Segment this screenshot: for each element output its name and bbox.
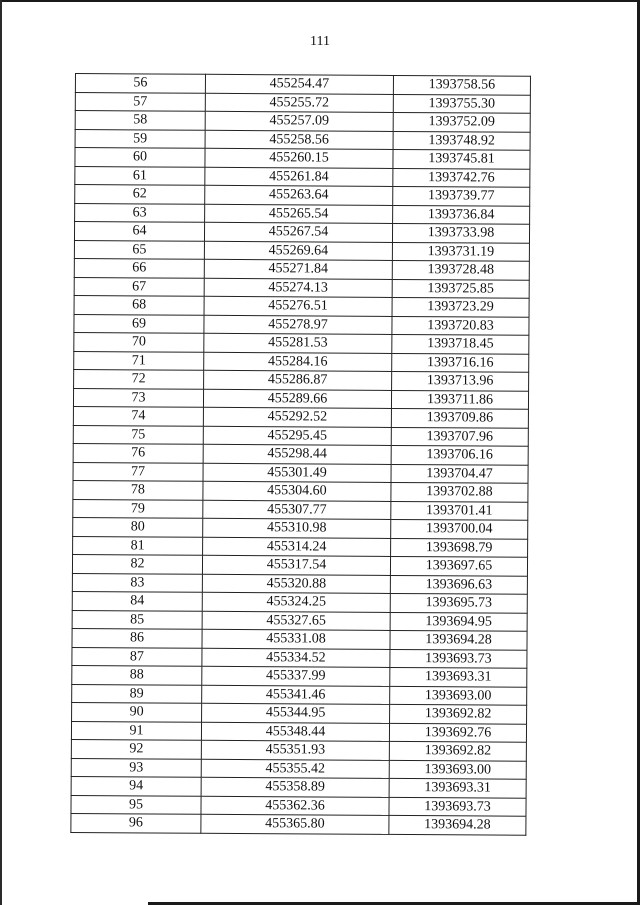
table-row [75, 148, 530, 169]
table-row [72, 591, 527, 612]
x-coordinate-cell: 455358.89 [201, 777, 389, 797]
x-coordinate-cell: 455344.95 [202, 703, 390, 723]
table-row [73, 425, 528, 446]
x-coordinate-cell: 455317.54 [202, 555, 390, 575]
table-row [72, 647, 527, 668]
y-coordinate-cell: 1393692.76 [389, 723, 526, 742]
x-coordinate-cell: 455310.98 [203, 518, 391, 538]
table-row [72, 684, 527, 705]
table-row [75, 111, 530, 132]
point-number-cell: 86 [72, 628, 202, 647]
y-coordinate-cell: 1393704.47 [391, 464, 528, 483]
y-coordinate-cell: 1393731.19 [392, 242, 529, 261]
point-number-cell: 64 [74, 222, 204, 241]
point-number-cell: 61 [75, 166, 205, 185]
table-row [71, 813, 526, 834]
x-coordinate-cell: 455304.60 [203, 481, 391, 501]
point-number-cell: 65 [74, 240, 204, 259]
x-coordinate-cell: 455348.44 [201, 722, 389, 742]
table-row [74, 332, 529, 353]
point-number-cell: 56 [75, 74, 205, 93]
point-number-cell: 93 [71, 758, 201, 777]
y-coordinate-cell: 1393716.16 [392, 353, 529, 372]
y-coordinate-cell: 1393692.82 [389, 741, 526, 760]
table-row [74, 369, 529, 390]
x-coordinate-cell: 455307.77 [203, 500, 391, 520]
x-coordinate-cell: 455331.08 [202, 629, 390, 649]
y-coordinate-cell: 1393745.81 [393, 149, 530, 168]
y-coordinate-cell: 1393693.31 [390, 667, 527, 686]
point-number-cell: 95 [71, 795, 201, 814]
y-coordinate-cell: 1393692.82 [390, 704, 527, 723]
point-number-cell: 59 [75, 129, 205, 148]
table-row [71, 721, 526, 742]
point-number-cell: 79 [73, 499, 203, 518]
y-coordinate-cell: 1393725.85 [392, 279, 529, 298]
scan-border-left [0, 0, 2, 905]
x-coordinate-cell: 455281.53 [204, 333, 392, 353]
y-coordinate-cell: 1393707.96 [391, 427, 528, 446]
x-coordinate-cell: 455301.49 [203, 463, 391, 483]
point-number-cell: 81 [73, 536, 203, 555]
x-coordinate-cell: 455365.80 [201, 814, 389, 834]
y-coordinate-cell: 1393702.88 [391, 482, 528, 501]
point-number-cell: 69 [74, 314, 204, 333]
x-coordinate-cell: 455324.25 [202, 592, 390, 612]
y-coordinate-cell: 1393693.73 [389, 797, 526, 816]
y-coordinate-cell: 1393758.56 [393, 75, 530, 94]
coordinates-table [70, 73, 531, 835]
point-number-cell: 80 [73, 517, 203, 536]
table-row [73, 388, 528, 409]
point-number-cell: 77 [73, 462, 203, 481]
table-row [71, 776, 526, 797]
point-number-cell: 78 [73, 480, 203, 499]
table-row [74, 295, 529, 316]
point-number-cell: 60 [75, 148, 205, 167]
table-row [71, 739, 526, 760]
point-number-cell: 67 [74, 277, 204, 296]
y-coordinate-cell: 1393698.79 [391, 538, 528, 557]
x-coordinate-cell: 455274.13 [204, 278, 392, 298]
x-coordinate-cell: 455269.64 [204, 241, 392, 261]
x-coordinate-cell: 455278.97 [204, 315, 392, 335]
y-coordinate-cell: 1393733.98 [392, 223, 529, 242]
y-coordinate-cell: 1393713.96 [392, 371, 529, 390]
y-coordinate-cell: 1393697.65 [390, 556, 527, 575]
table-row [75, 129, 530, 150]
x-coordinate-cell: 455320.88 [202, 574, 390, 594]
scan-border-top [0, 0, 640, 2]
point-number-cell: 58 [75, 111, 205, 130]
table-row [73, 406, 528, 427]
x-coordinate-cell: 455261.84 [205, 167, 393, 187]
y-coordinate-cell: 1393748.92 [393, 131, 530, 150]
table-row [73, 536, 528, 557]
point-number-cell: 88 [72, 665, 202, 684]
table-row [72, 702, 527, 723]
table-row [72, 573, 527, 594]
page-number: 111 [310, 34, 330, 49]
x-coordinate-cell: 455289.66 [203, 389, 391, 409]
x-coordinate-cell: 455314.24 [203, 537, 391, 557]
y-coordinate-cell: 1393720.83 [392, 316, 529, 335]
y-coordinate-cell: 1393723.29 [392, 297, 529, 316]
x-coordinate-cell: 455286.87 [204, 370, 392, 390]
table-row [75, 92, 530, 113]
y-coordinate-cell: 1393718.45 [392, 334, 529, 353]
table-row [75, 166, 530, 187]
point-number-cell: 94 [71, 776, 201, 795]
point-number-cell: 66 [74, 258, 204, 277]
x-coordinate-cell: 455258.56 [205, 130, 393, 150]
y-coordinate-cell: 1393742.76 [393, 168, 530, 187]
point-number-cell: 84 [72, 591, 202, 610]
x-coordinate-cell: 455265.54 [205, 204, 393, 224]
point-number-cell: 87 [72, 647, 202, 666]
x-coordinate-cell: 455334.52 [202, 648, 390, 668]
x-coordinate-cell: 455260.15 [205, 148, 393, 168]
table-row [75, 203, 530, 224]
point-number-cell: 57 [75, 92, 205, 111]
x-coordinate-cell: 455263.64 [205, 185, 393, 205]
point-number-cell: 90 [72, 702, 202, 721]
point-number-cell: 68 [74, 295, 204, 314]
table-row [72, 628, 527, 649]
y-coordinate-cell: 1393706.16 [391, 445, 528, 464]
x-coordinate-cell: 455341.46 [202, 685, 390, 705]
table-row [73, 462, 528, 483]
y-coordinate-cell: 1393736.84 [393, 205, 530, 224]
x-coordinate-cell: 455362.36 [201, 796, 389, 816]
y-coordinate-cell: 1393752.09 [393, 112, 530, 131]
point-number-cell: 62 [75, 185, 205, 204]
y-coordinate-cell: 1393755.30 [393, 94, 530, 113]
y-coordinate-cell: 1393709.86 [391, 408, 528, 427]
x-coordinate-cell: 455351.93 [201, 740, 389, 760]
y-coordinate-cell: 1393695.73 [390, 593, 527, 612]
y-coordinate-cell: 1393694.28 [390, 630, 527, 649]
table-row [71, 758, 526, 779]
point-number-cell: 91 [71, 721, 201, 740]
point-number-cell: 73 [73, 388, 203, 407]
x-coordinate-cell: 455292.52 [203, 407, 391, 427]
y-coordinate-cell: 1393711.86 [391, 390, 528, 409]
table-row [71, 795, 526, 816]
point-number-cell: 85 [72, 610, 202, 629]
point-number-cell: 63 [75, 203, 205, 222]
table-row [74, 222, 529, 243]
table-row [74, 351, 529, 372]
x-coordinate-cell: 455355.42 [201, 759, 389, 779]
table-row [73, 517, 528, 538]
table-row [73, 499, 528, 520]
y-coordinate-cell: 1393694.28 [389, 815, 526, 834]
x-coordinate-cell: 455255.72 [205, 93, 393, 113]
y-coordinate-cell: 1393728.48 [392, 260, 529, 279]
y-coordinate-cell: 1393693.00 [390, 686, 527, 705]
y-coordinate-cell: 1393696.63 [390, 575, 527, 594]
point-number-cell: 89 [72, 684, 202, 703]
y-coordinate-cell: 1393694.95 [390, 612, 527, 631]
table-row [74, 277, 529, 298]
coordinates-table-body [71, 74, 531, 835]
x-coordinate-cell: 455257.09 [205, 111, 393, 131]
point-number-cell: 96 [71, 813, 201, 832]
table-row [72, 610, 527, 631]
y-coordinate-cell: 1393693.73 [390, 649, 527, 668]
x-coordinate-cell: 455267.54 [204, 222, 392, 242]
x-coordinate-cell: 455276.51 [204, 296, 392, 316]
table-row [75, 74, 530, 95]
x-coordinate-cell: 455295.45 [203, 426, 391, 446]
point-number-cell: 70 [74, 332, 204, 351]
point-number-cell: 82 [72, 554, 202, 573]
y-coordinate-cell: 1393693.00 [389, 760, 526, 779]
point-number-cell: 92 [71, 739, 201, 758]
table-row [73, 480, 528, 501]
point-number-cell: 76 [73, 443, 203, 462]
table-row [72, 665, 527, 686]
x-coordinate-cell: 455271.84 [204, 259, 392, 279]
point-number-cell: 72 [74, 369, 204, 388]
y-coordinate-cell: 1393701.41 [391, 501, 528, 520]
x-coordinate-cell: 455284.16 [204, 352, 392, 372]
point-number-cell: 75 [73, 425, 203, 444]
x-coordinate-cell: 455337.99 [202, 666, 390, 686]
table-row [72, 554, 527, 575]
table-row [74, 314, 529, 335]
y-coordinate-cell: 1393693.31 [389, 778, 526, 797]
x-coordinate-cell: 455327.65 [202, 611, 390, 631]
y-coordinate-cell: 1393739.77 [393, 186, 530, 205]
point-number-cell: 74 [73, 406, 203, 425]
y-coordinate-cell: 1393700.04 [391, 519, 528, 538]
table-row [74, 240, 529, 261]
table-row [74, 258, 529, 279]
x-coordinate-cell: 455298.44 [203, 444, 391, 464]
table-row [73, 443, 528, 464]
point-number-cell: 83 [72, 573, 202, 592]
x-coordinate-cell: 455254.47 [205, 74, 393, 94]
table-row [75, 185, 530, 206]
point-number-cell: 71 [74, 351, 204, 370]
